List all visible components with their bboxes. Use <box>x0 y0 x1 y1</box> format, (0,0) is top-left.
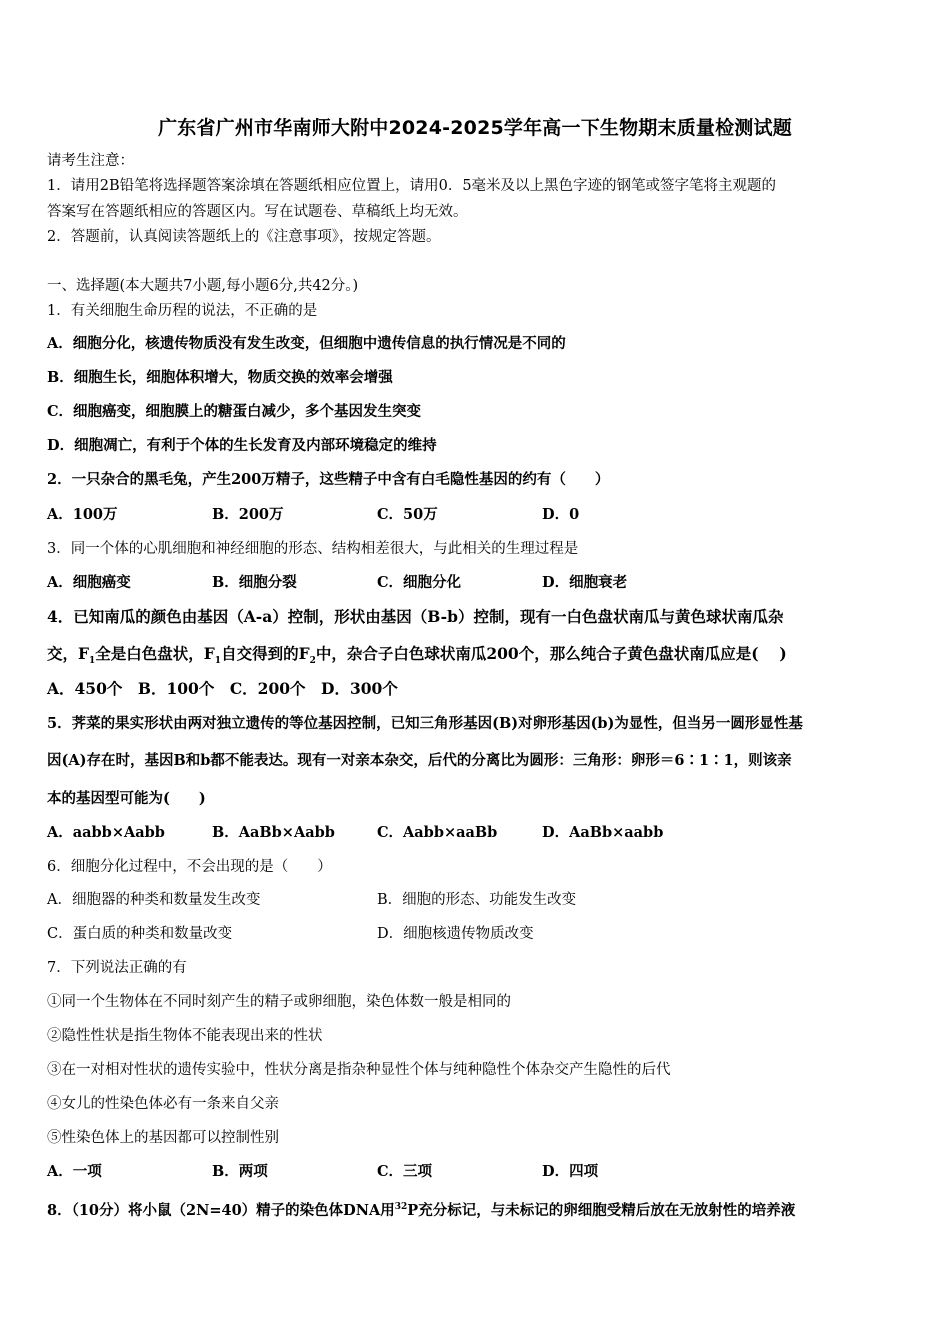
question-3-option-c: C．细胞分化 <box>377 574 462 591</box>
question-6-option-c: C．蛋白质的种类和数量改变 <box>47 926 233 942</box>
question-1-stem: 1．有关细胞生命历程的说法，不正确的是 <box>47 303 318 319</box>
question-5-option-b: B．AaBb×Aabb <box>212 824 335 841</box>
question-5-option-d: D．AaBb×aabb <box>542 824 664 841</box>
q4-subscript-3: 2 <box>309 656 316 667</box>
question-7-stem: 7．下列说法正确的有 <box>47 960 187 976</box>
question-4-line-1: 4．已知南瓜的颜色由基因（A-a）控制，形状由基因（B-b）控制，现有一白色盘状南瓜与黄色球状南瓜杂 <box>47 607 784 626</box>
notice-item-2: 2．答题前，认真阅读答题纸上的《注意事项》，按规定答题。 <box>47 229 441 245</box>
question-7-statement-1: ①同一个生物体在不同时刻产生的精子或卵细胞，染色体数一般是相同的 <box>47 994 511 1010</box>
question-3-option-b: B．细胞分裂 <box>212 574 297 591</box>
section-heading: 一、选择题(本大题共7小题,每小题6分,共42分。) <box>47 278 359 294</box>
question-5-option-c: C．Aabb×aaBb <box>377 824 498 841</box>
question-7-statement-4: ④女儿的性染色体必有一条来自父亲 <box>47 1096 279 1112</box>
question-4-options: A．450个 B．100个 C．200个 D．300个 <box>47 679 398 698</box>
question-3-option-a: A．细胞癌变 <box>47 574 131 591</box>
question-7-statement-5: ⑤性染色体上的基因都可以控制性别 <box>47 1130 279 1146</box>
question-5-line-2: 因(A)存在时，基因B和b都不能表达。现有一对亲本杂交，后代的分离比为圆形：三角形：卵形＝6∶1∶1，则该亲 <box>47 752 792 769</box>
notice-item-1-line-1: 1．请用2B铅笔将选择题答案涂填在答题纸相应位置上，请用0．5毫米及以上黑色字迹的钢笔或签字笔将主观题的 <box>47 178 777 194</box>
q4-subscript-2: 1 <box>214 656 222 667</box>
question-6-option-b: B．细胞的形态、功能发生改变 <box>377 892 577 908</box>
question-1-option-a: A．细胞分化，核遗传物质没有发生改变，但细胞中遗传信息的执行情况是不同的 <box>47 335 566 352</box>
question-7-statement-3: ③在一对相对性状的遗传实验中，性状分离是指杂种显性个体与纯种隐性个体杂交产生隐性的后代 <box>47 1062 671 1078</box>
question-2-option-d: D．0 <box>542 506 580 523</box>
q8-text-a: 8．（10分）将小鼠（2N=40）精子的染色体DNA用 <box>47 1201 395 1219</box>
question-7-option-b: B．两项 <box>212 1163 268 1180</box>
question-6-stem: 6．细胞分化过程中，不会出现的是（ ） <box>47 859 332 875</box>
page-title: 广东省广州市华南师大附中2024-2025学年高一下生物期末质量检测试题 <box>158 117 792 139</box>
question-7-statement-2: ②隐性性状是指生物体不能表现出来的性状 <box>47 1028 323 1044</box>
question-2-stem: 2．一只杂合的黑毛兔，产生200万精子，这些精子中含有白毛隐性基因的约有（ ） <box>47 471 610 488</box>
question-3-option-d: D．细胞衰老 <box>542 574 628 591</box>
question-6-option-d: D．细胞核遗传物质改变 <box>377 926 534 942</box>
q4-text-b: 全是白色盘状，F <box>95 644 215 663</box>
question-2-option-a: A．100万 <box>47 506 118 523</box>
q4-text-a: 交，F <box>47 644 90 663</box>
question-1-option-b: B．细胞生长，细胞体积增大，物质交换的效率会增强 <box>47 369 393 386</box>
question-4-line-2 <box>47 645 787 670</box>
q8-superscript: 32 <box>394 1202 408 1212</box>
notice-heading: 请考生注意： <box>47 153 134 169</box>
notice-item-1-line-2: 答案写在答题纸相应的答题区内。写在试题卷、草稿纸上均无效。 <box>47 204 468 220</box>
q4-subscript-1: 1 <box>89 656 96 667</box>
question-1-option-d: D．细胞凋亡，有利于个体的生长发育及内部环境稳定的维持 <box>47 437 437 454</box>
question-7-option-a: A．一项 <box>47 1163 102 1180</box>
question-2-option-b: B．200万 <box>212 506 284 523</box>
q4-text-d: 中，杂合子白色球状南瓜200个，那么纯合子黄色盘状南瓜应是( ) <box>315 644 787 663</box>
question-6-option-a: A．细胞器的种类和数量发生改变 <box>47 892 261 908</box>
question-1-option-c: C．细胞癌变，细胞膜上的糖蛋白减少，多个基因发生突变 <box>47 403 422 420</box>
question-7-option-d: D．四项 <box>542 1163 599 1180</box>
question-3-stem: 3．同一个体的心肌细胞和神经细胞的形态、结构相差很大，与此相关的生理过程是 <box>47 541 579 557</box>
q8-text-b: P充分标记，与未标记的卵细胞受精后放在无放射性的培养液 <box>407 1201 796 1219</box>
question-2-option-c: C．50万 <box>377 506 438 523</box>
question-8-stem <box>47 1198 795 1220</box>
question-5-option-a: A．aabb×Aabb <box>47 824 165 841</box>
q4-text-c: 自交得到的F <box>221 644 310 663</box>
question-5-line-1: 5．荠菜的果实形状由两对独立遗传的等位基因控制，已知三角形基因(B)对卵形基因(b)为显性，但当另一圆形显性基 <box>47 715 803 732</box>
question-5-line-3: 本的基因型可能为( ) <box>47 790 206 807</box>
question-7-option-c: C．三项 <box>377 1163 433 1180</box>
